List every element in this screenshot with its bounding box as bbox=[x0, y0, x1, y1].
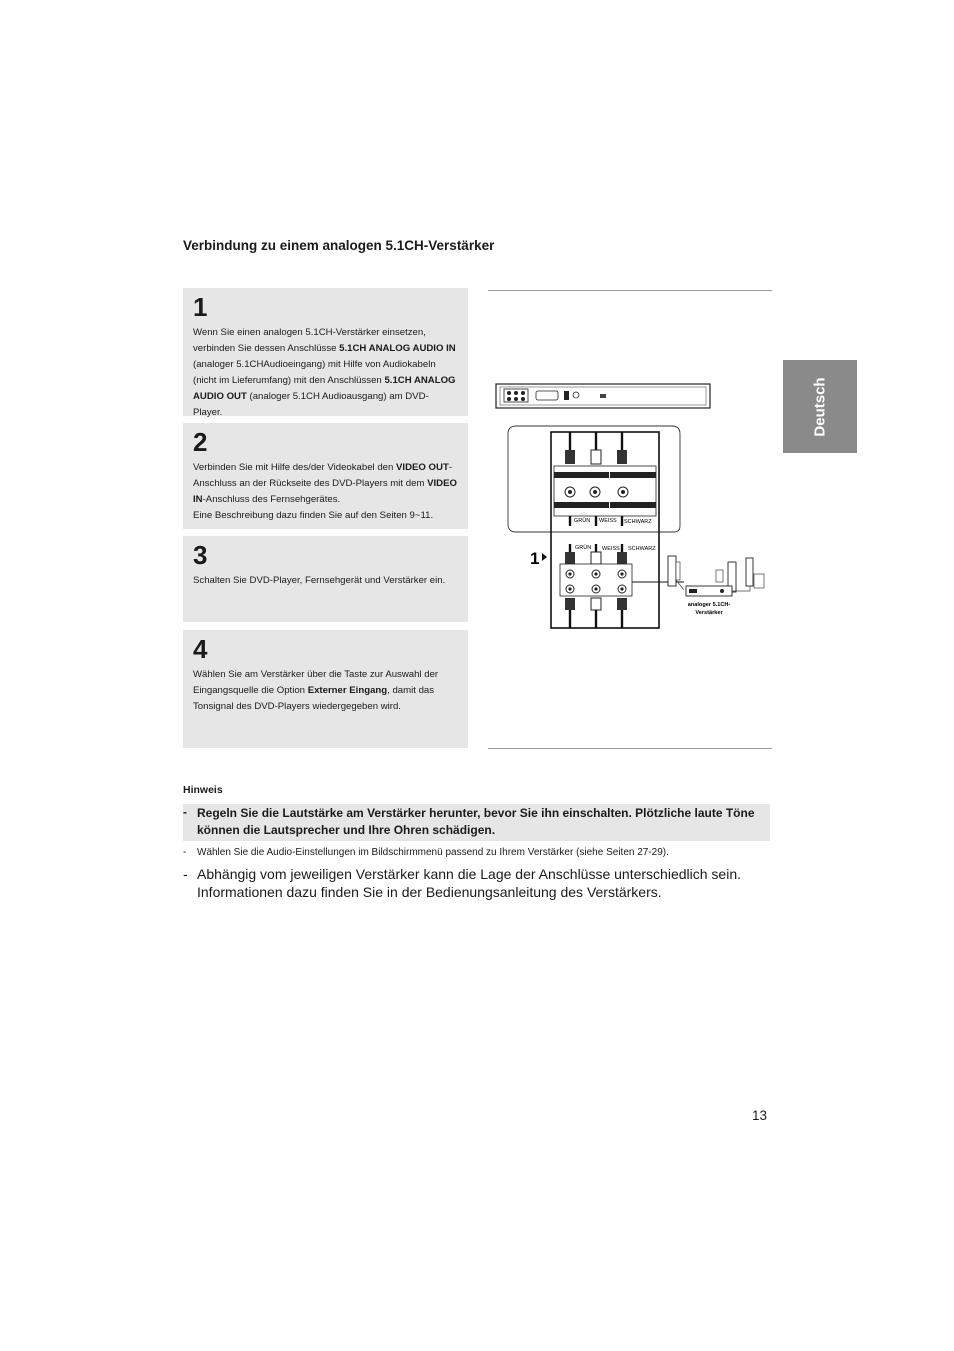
step-1-number: 1 bbox=[193, 292, 208, 322]
label-green-bottom: GRÜN bbox=[575, 545, 592, 551]
label-green-top: GRÜN bbox=[574, 518, 591, 524]
step-4-text: Wählen Sie am Verstärker über die Taste zur Auswahl der Eingangsquelle die Option Externer Eingang, damit das Tonsignal des DVD-Players wiedergegeben wird. bbox=[193, 669, 439, 712]
note-2-dash: - bbox=[183, 847, 187, 858]
step-2-text: Verbinden Sie mit Hilfe des/der Videokabel den VIDEO OUT-Anschluss an der Rückseite des DVD-Players mit dem VIDEO IN-Anschluss des Fernsehgerätes. Eine Beschreibung dazu finden Sie auf den Seiten 9~11. bbox=[193, 462, 457, 521]
step-3-text: Schalten Sie DVD-Player, Fernsehgerät und Verstärker ein. bbox=[193, 575, 446, 586]
dvd-player-rear-panel bbox=[496, 384, 710, 408]
step-2-number: 2 bbox=[193, 427, 208, 457]
bold-term: 5.1CH ANALOG AUDIO IN bbox=[339, 343, 456, 354]
language-tab-label: Deutsch bbox=[811, 376, 829, 437]
bold-term: VIDEO IN bbox=[193, 478, 457, 505]
note-3-text: Abhängig vom jeweiligen Verstärker kann die Lage der Anschlüsse unterschiedlich sein. Informationen dazu finden Sie in der Bedienungsanleitung des Verstärkers. bbox=[197, 866, 741, 900]
step-marker-arrow bbox=[542, 553, 547, 561]
step-2-box bbox=[183, 423, 468, 529]
bold-term: 5.1CH ANALOG AUDIO OUT bbox=[193, 375, 456, 402]
hinweis-title: Hinweis bbox=[183, 784, 223, 796]
dvd-audio-out-jacks bbox=[554, 466, 656, 516]
label-black-bottom: SCHWARZ bbox=[628, 546, 656, 552]
page-number: 13 bbox=[752, 1108, 768, 1123]
step-3-number: 3 bbox=[193, 540, 208, 570]
note-1-dash: - bbox=[183, 805, 187, 819]
amp-label-line1: analoger 5.1CH- bbox=[687, 602, 731, 608]
note-3 bbox=[183, 865, 773, 901]
amplifier-audio-in-jacks bbox=[560, 544, 632, 628]
label-white-top: WEISS bbox=[599, 518, 617, 524]
label-black-top: SCHWARZ bbox=[624, 519, 652, 525]
connection-diagram bbox=[488, 292, 772, 747]
cable-labels-top bbox=[574, 517, 652, 525]
bold-term: VIDEO OUT bbox=[396, 462, 449, 473]
language-tab bbox=[783, 360, 857, 453]
bold-term: Externer Eingang bbox=[307, 685, 388, 696]
note-3-dash: - bbox=[183, 866, 188, 882]
amp-label-line2: Verstärker bbox=[695, 610, 723, 616]
amplifier-and-speakers bbox=[668, 556, 764, 616]
diagram-bottom-rule bbox=[488, 748, 772, 749]
note-1-box bbox=[183, 804, 770, 841]
note-2 bbox=[183, 846, 773, 860]
note-1-text: Regeln Sie die Lautstärke am Verstärker herunter, bevor Sie ihn einschalten. Plötzliche laute Töne können die Lautsprecher und Ihre Ohren schädigen. bbox=[197, 806, 755, 837]
label-white-bottom: WEISS bbox=[602, 546, 620, 552]
section-title: Verbindung zu einem analogen 5.1CH-Verstärker bbox=[183, 238, 495, 253]
diagram-top-rule bbox=[488, 290, 772, 291]
step-4-number: 4 bbox=[193, 634, 208, 664]
step-1-box bbox=[183, 288, 468, 416]
cable-labels-bottom bbox=[575, 544, 656, 552]
step-4-box bbox=[183, 630, 468, 748]
note-2-text: Wählen Sie die Audio-Einstellungen im Bildschirmmenü passend zu Ihrem Verstärker (siehe Seiten 27-29). bbox=[197, 847, 669, 858]
step-3-box bbox=[183, 536, 468, 622]
diagram-step-marker: 1 bbox=[530, 549, 540, 568]
step-1-text: Wenn Sie einen analogen 5.1CH-Verstärker einsetzen, verbinden Sie dessen Anschlüsse 5.1CH ANALOG AUDIO IN (analoger 5.1CHAudioeingang) mit Hilfe von Audiokabeln (nicht im Lieferumfang) mit den Anschlüssen 5.1CH ANALOG AUDIO OUT (analoger 5.1CH Audioausgang) am DVD-Player. bbox=[193, 327, 456, 418]
